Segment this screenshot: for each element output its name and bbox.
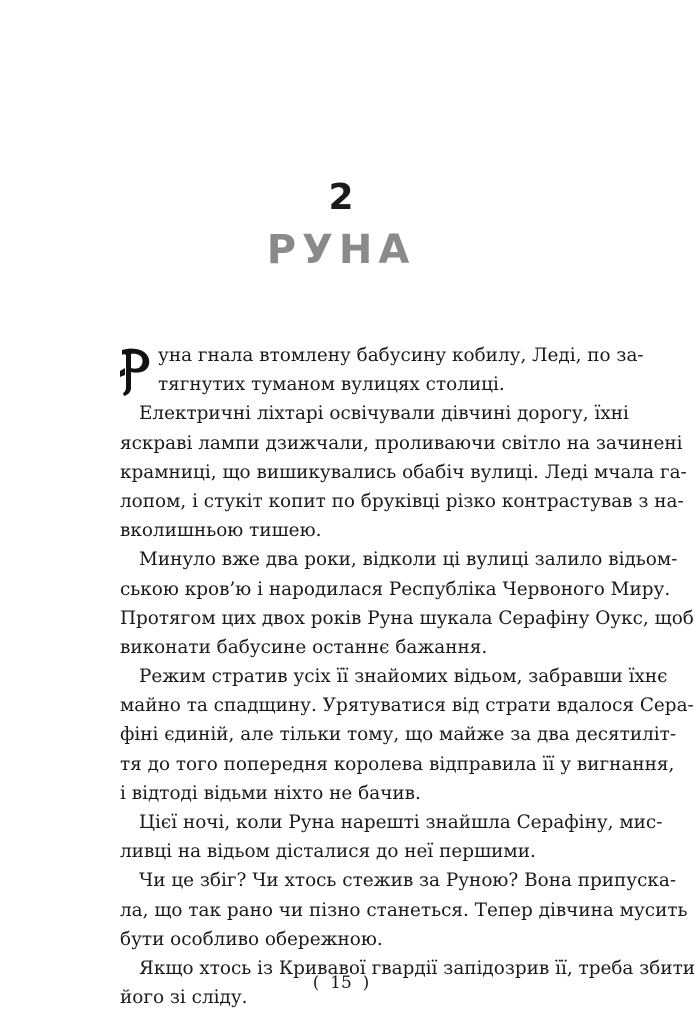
text-line-10: Протягом цих двох років Руна шукала Серафіну Оукс, щоб <box>120 607 694 629</box>
text-line-15: тя до того попередня королева відправила її у вигнання, <box>120 753 675 775</box>
text-line-16: і відтоді відьми ніхто не бачив. <box>120 782 421 804</box>
chapter-number: 2 <box>328 177 354 218</box>
text-line-2: тягнутих туманом вулицях столиці. <box>158 374 505 396</box>
text-line-11: виконати бабусине останнє бажання. <box>120 636 488 658</box>
text-line-8: Минуло вже два роки, відколи ці вулиці залило відьом- <box>139 549 678 571</box>
chapter-title: РУНА <box>266 227 416 273</box>
text-line-23: його зі сліду. <box>120 987 248 1009</box>
text-line-20: ла, що так рано чи пізно станеться. Тепер дівчина мусить <box>120 899 688 921</box>
text-line-12: Режим стратив усіх її знайомих відьом, забравши їхнє <box>139 666 668 688</box>
text-line-9: ською кров’ю і народилася Республіка Червоного Миру. <box>120 578 671 600</box>
text-line-4: яскраві лампи дзижчали, проливаючи світло на зачинені <box>120 432 683 454</box>
page-number: ( 15 ) <box>312 973 370 993</box>
text-line-3: Електричні ліхтарі освічували дівчині дорогу, їхні <box>139 403 629 425</box>
text-line-6: лопом, і стукіт копит по бруківці різко контрастував з на- <box>120 490 684 512</box>
text-line-14: фіні єдиній, але тільки тому, що майже за два десятиліт- <box>120 724 677 746</box>
text-line-17: Цієї ночі, коли Руна нарешті знайшла Серафіну, мис- <box>139 812 663 833</box>
body-text <box>120 341 695 1012</box>
text-line-18: ливці на відьом дісталися до неї першими. <box>120 841 536 863</box>
text-line-21: бути особливо обережною. <box>120 928 383 950</box>
text-line-13: майно та спадщину. Урятуватися від страти вдалося Сера- <box>120 695 694 717</box>
text-line-19: Чи це збіг? Чи хтось стежив за Руною? Вона припуска- <box>139 870 677 892</box>
text-line-7: вколишньою тишею. <box>120 520 322 542</box>
text-line-1: уна гнала втомлену бабусину кобилу, Леді, по за- <box>158 345 644 366</box>
drop-cap-letter <box>120 346 154 398</box>
text-line-22: Якщо хтось із Кривавої гвардії запідозрив її, треба збити <box>139 957 695 979</box>
text-line-5: крамниці, що вишикувались обабіч вулиці. Леді мчала га- <box>120 461 687 483</box>
